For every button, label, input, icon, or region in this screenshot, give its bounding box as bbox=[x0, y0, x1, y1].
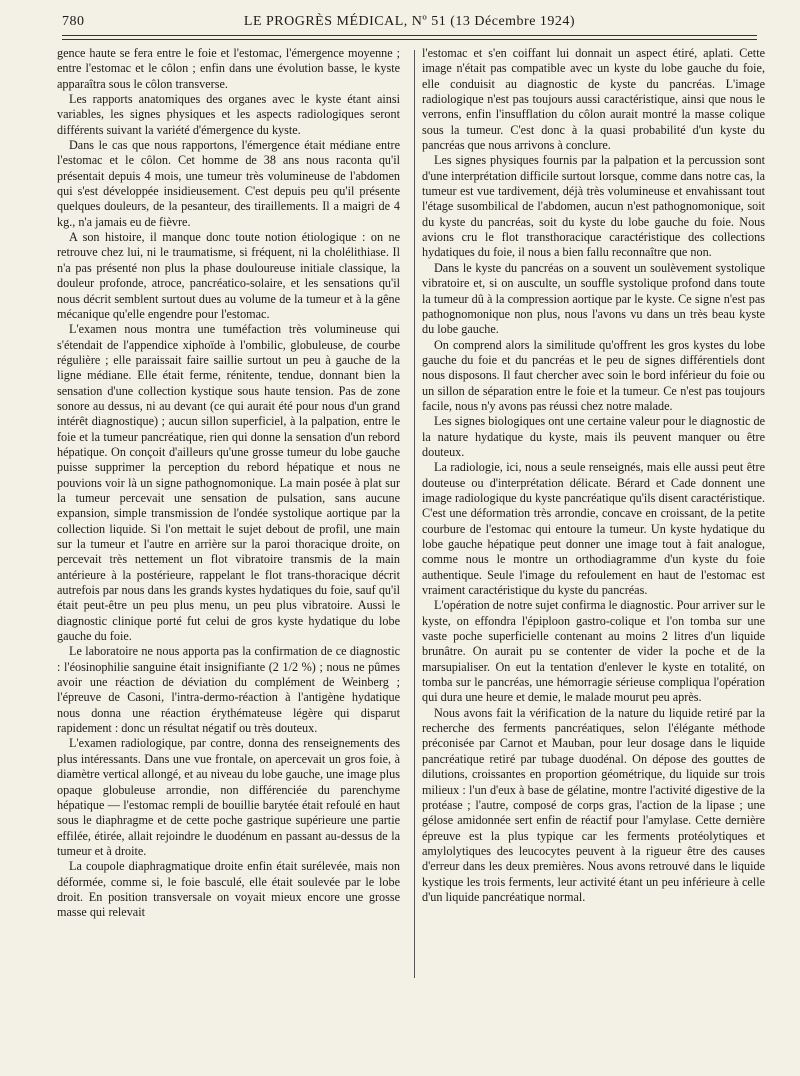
paragraph: Les signes biologiques ont une certaine valeur pour le diagnostic de la nature hydatique du kyste, mais ils peuvent manquer ou être douteux. bbox=[422, 414, 765, 459]
header-rule bbox=[62, 35, 757, 36]
paragraph: Les signes physiques fournis par la palpation et la percussion sont d'une interprétation difficile surtout lorsque, comme dans notre cas, la tumeur est vue tardivement, déjà très volumineuse et envahissant tout l'étage susombilical de l'abdomen, aucun n'est pathognomonique, soit du kyste du pancréas, soit du kyste du lobe gauche du foie. Nous avions cru le flot transthoracique caractéristique des collections hydatiques du foie, il nous a bien fallu reconnaître que non. bbox=[422, 153, 765, 260]
paragraph: L'examen nous montra une tuméfaction très volumineuse qui s'étendait de l'appendice xiphoïde à l'ombilic, globuleuse, de courbe régulière ; elle paraissait faire saillie surtout un peu à gauche de la ligne médiane. Elle était ferme, rénitente, tendue, donnant bien la sensation d'une collection kystique sous haute tension. Pas de zone sonore au dessus, ni au devant (ce qui aurait été pour nous d'un grand intérêt diagnostique) ; aucun sillon superficiel, à la palpation, entre le foie et la tumeur pancréatique, rien qui donne la sensation d'un rebord hépatique. On conçoit d'ailleurs qu'une grosse tumeur du lobe gauche puisse supprimer la perception du rebord hépatique et nous ne pouvions voir là un signe pathognomonique. La main posée à plat sur la tumeur percevait une sensation de pulsation, sans aucune expansion, simple transmission de l'ondée systolique aortique par la collection liquide. Si l'on mettait le sujet debout de profil, une main sur la tumeur et l'autre en arrière sur la paroi thoracique droite, on percevait très nettement un flot vibratoire transmis de la main antérieure à la postérieure, rappelant le flot trans-thoracique décrit autrefois par nous dans les grands kystes hydatiques du foie, sauf qu'il était peut-être un peu plus menu, un peu plus vibratoire. Aussi le diagnostic clinique porté fut celui de gros kyste hydatique du lobe gauche du foie. bbox=[57, 322, 400, 644]
paragraph: L'examen radiologique, par contre, donna des renseignements des plus intéressants. Dans une vue frontale, on apercevait un gros foie, à diamètre vertical allongé, et au niveau du lobe gauche, une image plus opaque globuleuse arrondie, non différenciée du parenchyme hépatique — l'estomac rempli de bouillie barytée était refoulé en haut sous le diaphragme et de cette poche gastrique supérieure une partie effilée, étirée, allait rejoindre le duodénum en passant au-dessus de la tumeur et à droite. bbox=[57, 736, 400, 858]
paragraph: gence haute se fera entre le foie et l'estomac, l'émergence moyenne ; entre l'estomac et le côlon ; enfin dans une évolution basse, le kyste apparaîtra sous le côlon transverse. bbox=[57, 46, 400, 91]
column-divider bbox=[414, 50, 415, 978]
paragraph: A son histoire, il manque donc toute notion étiologique : on ne retrouve chez lui, ni le traumatisme, si fréquent, ni la cholélithiase. Il n'a pas présenté non plus la phase douloureuse initiale classique, la douleur profonde, atroce, pancréatico-solaire, et les sensations qu'il nous décrit semblent surtout dues au volume de la tumeur et à la gêne mécanique qu'elle engendre pour l'estomac. bbox=[57, 230, 400, 321]
right-column bbox=[422, 46, 765, 905]
paragraph: Dans le cas que nous rapportons, l'émergence était médiane entre l'estomac et le côlon. Cet homme de 38 ans nous raconta qu'il présentait depuis 4 mois, une tumeur très volumineuse de l'abdomen qui s'est développée insidieusement. C'est depuis peu qu'il présente quelques douleurs, de la pesanteur, des tiraillements. Il a maigri de 4 kg., n'a jamais eu de fièvre. bbox=[57, 138, 400, 229]
left-column bbox=[57, 46, 400, 921]
paragraph: Les rapports anatomiques des organes avec le kyste étant ainsi variables, les signes physiques et les aspects radiologiques seront différents suivant la variété d'émergence du kyste. bbox=[57, 92, 400, 137]
paragraph: On comprend alors la similitude qu'offrent les gros kystes du lobe gauche du foie et du pancréas et le peu de signes différentiels dont nous disposons. Il faut chercher avec soin le bord inférieur du foie ou un sillon de séparation entre le foie et la tumeur. Ce n'est pas toujours facile, nous n'y avons pas réussi chez notre malade. bbox=[422, 337, 765, 413]
header-rule-double bbox=[62, 39, 757, 40]
paragraph: Le laboratoire ne nous apporta pas la confirmation de ce diagnostic : l'éosinophilie sanguine était insignifiante (2 1/2 %) ; nous ne pûmes avoir une réaction de déviation du complément de Weinberg ; l'épreuve de Casoni, l'intra-dermo-réaction à l'antigène hydatique nous donna une réaction érythémateuse légère qui disparut rapidement : donc un résultat négatif ou très douteux. bbox=[57, 644, 400, 736]
paragraph: l'estomac et s'en coiffant lui donnait un aspect étiré, aplati. Cette image n'était pas compatible avec un kyste du lobe gauche du foie, elle conduisit au diagnostic de kyste du pancréas. L'image radiologique n'est pas toujours aussi caractéristique, ainsi que nous le verrons, enfin l'insufflation du côlon aurait montré la masse colique sous la tumeur. C'est donc à la quasi probabilité d'un kyste du pancréas que nous arrivons à conclure. bbox=[422, 46, 765, 153]
page-number: 780 bbox=[62, 14, 85, 29]
paragraph: Nous avons fait la vérification de la nature du liquide retiré par la recherche des ferments pancréatiques, selon l'élégante méthode préconisée par Carnot et Mauban, pour leur dosage dans le liquide pancréatique retiré par tubage duodénal. On dépose des gouttes de dilutions, croissantes en proportion géométrique, du liquide sur trois milieux : l'un d'eux à base de gélatine, montre l'activité digestive de la protéase ; l'autre, composé de corps gras, l'action de la lipase ; une gélose amidonnée sert enfin de réactif pour l'amylase. Cette dernière épreuve est la plus typique car les ferments protéolytiques et amylolytiques des leucocytes peuvent à la rigueur être des causes d'erreur dans les deux premières. Nous avons retrouvé dans le liquide kystique les trois ferments, leur activité étant un peu inférieure à celle d'un liquide pancréatique normal. bbox=[422, 705, 765, 904]
paragraph: L'opération de notre sujet confirma le diagnostic. Pour arriver sur le kyste, on effondra l'épiploon gastro-colique et l'on tomba sur une vaste poche superficielle contenant au moins 2 litres d'un liquide brunâtre. On aurait pu se contenter de vider la poche et de la marsupialiser. On eut la tentation d'enlever le kyste en totalité, on tomba sur le pancréas, une hémorragie sérieuse compliqua l'opération qui dura une heure et demie, le malade mourut peu après. bbox=[422, 598, 765, 705]
paragraph: La radiologie, ici, nous a seule renseignés, mais elle aussi peut être douteuse ou d'interprétation délicate. Bérard et Cade donnent une image radiologique du kyste pancréatique qu'ils disent caractéristique. C'est une déformation très arrondie, concave en croissant, de la petite courbure de l'estomac qui entoure la tumeur. Un kyste hydatique du lobe gauche hépatique peut donner une image tout à fait analogue, comme nous le montre un orthodiagramme d'un kyste du foie authentique. Seule l'image du refoulement en haut de l'estomac est vraiment caractéristique du kyste du pancréas. bbox=[422, 460, 765, 598]
page-header bbox=[62, 14, 757, 34]
paragraph: Dans le kyste du pancréas on a souvent un soulèvement systolique vibratoire et, si on ausculte, un souffle systolique profond dans toute la tumeur dû à la compression aortique par le kyste. Ce signe n'est pas pathognomonique non plus, nous l'avons vu dans un très beau kyste du lobe gauche. bbox=[422, 260, 765, 337]
journal-title: LE PROGRÈS MÉDICAL, Nº 51 (13 Décembre 1924) bbox=[243, 14, 576, 29]
paragraph: La coupole diaphragmatique droite enfin était surélevée, mais non déformée, comme si, le foie basculé, elle était soulevée par le lobe droit. En position transversale on voyait mieux encore une grosse masse qui relevait bbox=[57, 859, 400, 920]
